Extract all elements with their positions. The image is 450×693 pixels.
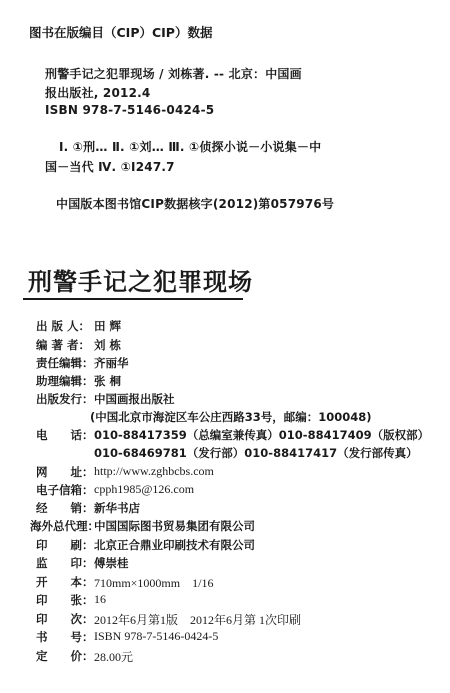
colophon-label: 印 张： xyxy=(36,593,94,607)
colophon-label: 助理编辑： xyxy=(36,374,94,388)
colophon-value: 张 桐 xyxy=(94,374,122,388)
colophon-label: 开 本： xyxy=(36,575,94,589)
colophon-value: ISBN 978-7-5146-0424-5 xyxy=(94,629,219,643)
colophon-value: 2012年6月第1版 2012年6月第 1次印刷 xyxy=(94,613,302,627)
book-title: 刑警手记之犯罪现场 xyxy=(28,267,253,296)
colophon-label: 出版发行： xyxy=(36,392,94,406)
colophon-label: 海外总代理： xyxy=(30,519,99,533)
colophon-label: 电 话： xyxy=(36,428,94,442)
colophon-label: 监 印： xyxy=(36,556,94,570)
colophon-value: 齐丽华 xyxy=(94,356,129,370)
colophon-label: 网 址： xyxy=(36,465,94,479)
cip-line: 国－当代 Ⅳ. ①I247.7 xyxy=(45,160,175,174)
colophon-label: 电子信箱： xyxy=(36,483,94,497)
colophon-value: 28.00元 xyxy=(94,650,134,664)
colophon-value: 710mm×1000mm 1/16 xyxy=(94,576,214,590)
colophon-value: 010-68469781（发行部）010-88417417（发行部传真） xyxy=(94,446,418,460)
colophon-label: 编 著 者： xyxy=(36,338,91,352)
colophon-value: 刘 栋 xyxy=(94,338,122,352)
colophon-label: 责任编辑： xyxy=(36,356,94,370)
colophon-value: 010-88417359（总编室兼传真）010-88417409（版权部） xyxy=(94,428,430,442)
colophon-label: 出 版 人： xyxy=(36,319,91,333)
colophon-value: 中国画报出版社 xyxy=(94,392,175,406)
colophon-value: 16 xyxy=(94,592,106,606)
colophon-value: cpph1985@126.com xyxy=(94,482,195,496)
colophon-value: (中国北京市海淀区车公庄西路33号，邮编：100048) xyxy=(90,410,372,424)
colophon-value: 新华书店 xyxy=(94,501,140,515)
colophon-value: 田 辉 xyxy=(94,319,122,333)
colophon-label: 定 价： xyxy=(36,649,94,663)
colophon-label: 印 次： xyxy=(36,612,94,626)
cip-line: 报出版社, 2012.4 xyxy=(45,86,151,100)
colophon-value: 傅崇桂 xyxy=(94,556,129,570)
cip-line: 刑警手记之犯罪现场 / 刘栋著. -- 北京：中国画 xyxy=(45,67,302,81)
cip-line: Ⅰ. ①刑… Ⅱ. ①刘… Ⅲ. ①侦探小说－小说集－中 xyxy=(59,140,322,154)
colophon-label: 印 刷： xyxy=(36,538,94,552)
colophon-value: 中国国际图书贸易集团有限公司 xyxy=(94,519,255,533)
cip-line: ISBN 978-7-5146-0424-5 xyxy=(45,103,215,117)
cip-data-number: 中国版本图书馆CIP数据核字(2012)第057976号 xyxy=(56,197,335,211)
colophon-label: 书 号： xyxy=(36,630,94,644)
colophon-value: http://www.zghbcbs.com xyxy=(94,464,214,478)
colophon-label: 经 销： xyxy=(36,501,94,515)
colophon-value: 北京正合鼎业印刷技术有限公司 xyxy=(94,538,255,552)
cip-heading: 图书在版编目（CIP）CIP）数据 xyxy=(29,25,213,40)
title-underline xyxy=(23,298,243,300)
